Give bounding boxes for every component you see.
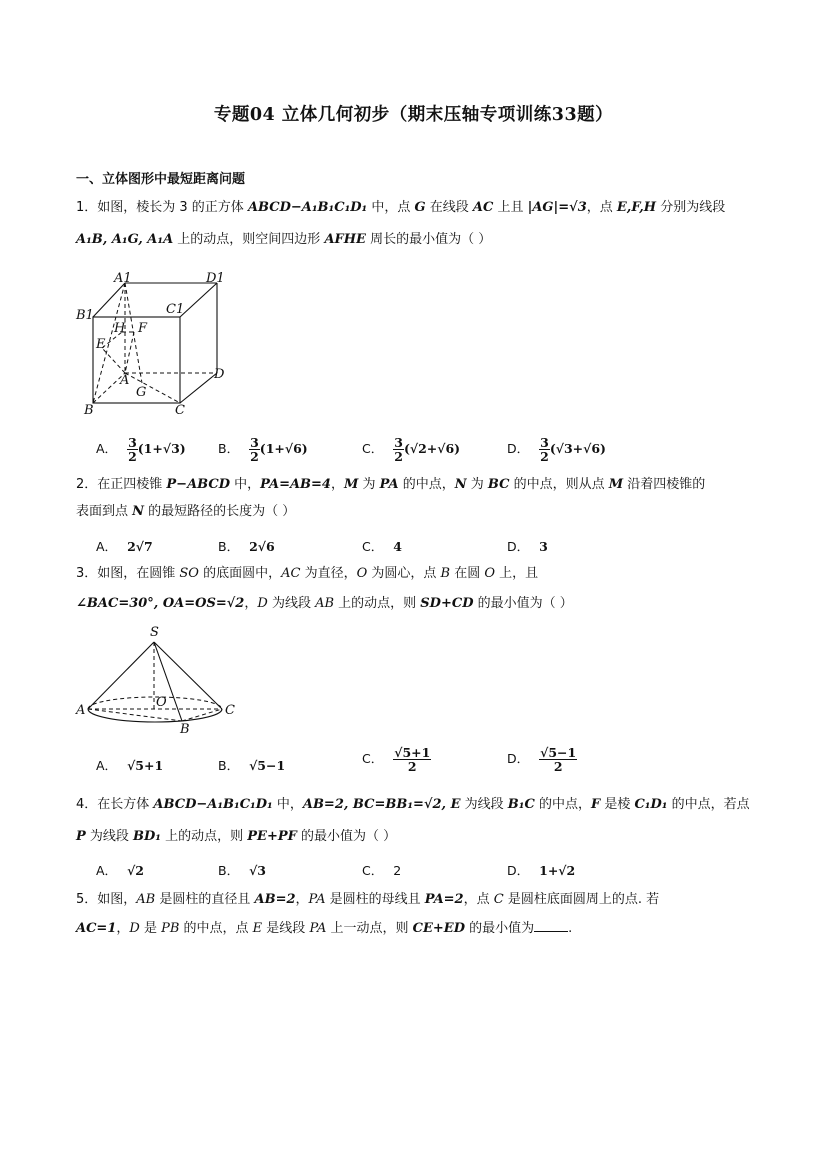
text: 为线段: [267, 596, 316, 611]
text: .: [568, 921, 573, 936]
text: 5．如图，: [76, 892, 137, 907]
math: ABCD−A₁B₁C₁D₁: [247, 200, 368, 215]
math: AFHE: [324, 232, 366, 247]
text: 为: [358, 477, 380, 492]
numerator: 3: [540, 435, 549, 450]
math: AC=1: [76, 921, 117, 936]
math: PA=AB=4: [260, 477, 331, 492]
q3-option-b[interactable]: [218, 756, 285, 774]
math: PA: [308, 892, 326, 907]
math: P−ABCD: [166, 477, 231, 492]
label-b: B: [84, 403, 94, 418]
option-expr: 2√7: [127, 539, 153, 554]
cube-figure: [72, 266, 232, 421]
math: AB: [315, 596, 335, 611]
label-a: A: [76, 703, 86, 718]
q3-option-a[interactable]: [96, 756, 163, 774]
text: 上，且: [495, 566, 539, 581]
math: C: [493, 892, 504, 907]
text: 2．在正四棱锥: [76, 477, 167, 492]
question-5-line-1: [76, 891, 659, 909]
option-expr: √2: [127, 863, 144, 878]
label-a: A: [120, 373, 130, 388]
cone-figure: [72, 620, 247, 740]
math: N: [132, 504, 145, 519]
math: PA=2: [424, 892, 464, 907]
label-b: B: [180, 722, 190, 737]
q4-option-a[interactable]: [96, 861, 144, 879]
text: 的中点，则从点: [509, 477, 609, 492]
question-1-line-2: [76, 231, 491, 249]
fraction: [393, 746, 431, 773]
option-expr: √5−1: [249, 758, 286, 773]
option-expr: (√2+√6): [403, 441, 461, 456]
label-e: E: [96, 337, 106, 352]
text: 4．在长方体: [76, 797, 154, 812]
text: 上的动点，则空间四边形: [173, 232, 325, 247]
text: 上一动点，则: [326, 921, 413, 936]
denominator: 2: [553, 759, 563, 774]
text: ，点: [586, 200, 617, 215]
math: SD+CD: [420, 596, 474, 611]
text: 表面到点: [76, 504, 133, 519]
option-label: B．: [218, 758, 240, 773]
option-label: B．: [218, 863, 240, 878]
math: C₁D₁: [634, 797, 668, 812]
numerator: √5+1: [394, 745, 431, 760]
math: B₁C: [507, 797, 535, 812]
text: 为: [466, 477, 488, 492]
text: 是线段: [262, 921, 310, 936]
section-heading: 一、立体图形中最短距离问题: [76, 172, 246, 187]
q1-option-d[interactable]: [507, 436, 606, 463]
question-2-line-1: [76, 476, 705, 494]
option-expr: √5+1: [127, 758, 164, 773]
label-s: S: [150, 625, 159, 640]
option-label: C．: [362, 539, 384, 554]
option-label: C．: [362, 751, 384, 766]
text: 的中点，: [534, 797, 591, 812]
q3-option-c[interactable]: [362, 746, 431, 773]
numerator: 3: [394, 435, 403, 450]
math: O: [484, 566, 496, 581]
option-label: B．: [218, 539, 240, 554]
denominator: 2: [250, 449, 259, 464]
text: 在线段: [425, 200, 473, 215]
numerator: 3: [128, 435, 137, 450]
option-expr: (√3+√6): [549, 441, 606, 456]
option-expr: 2√6: [249, 539, 275, 554]
math: PA: [309, 921, 327, 936]
question-3-line-1: [76, 565, 538, 583]
question-4-line-2: [76, 828, 396, 846]
text: 的最小值为（ ）: [473, 596, 573, 611]
option-expr: 4: [393, 539, 402, 554]
option-expr: 3: [539, 539, 548, 554]
denominator: 2: [394, 449, 403, 464]
page-title: 专题04 立体几何初步（期末压轴专项训练33题）: [213, 105, 614, 125]
option-label: A．: [96, 863, 118, 878]
text: 上且: [493, 200, 528, 215]
text: 中，: [272, 797, 303, 812]
option-label: C．: [362, 441, 384, 456]
math: P: [76, 829, 86, 844]
question-4-line-1: [76, 796, 750, 814]
text: 是棱: [600, 797, 635, 812]
q2-option-c[interactable]: [362, 537, 402, 555]
answer-blank[interactable]: [534, 919, 568, 932]
fraction: [393, 436, 404, 463]
text: 中，点: [367, 200, 415, 215]
text: ，: [330, 477, 344, 492]
question-5-line-2: [76, 919, 572, 938]
option-expr: √3: [249, 863, 266, 878]
text: 在圆: [450, 566, 485, 581]
text: 是: [139, 921, 162, 936]
math: AB=2: [254, 892, 296, 907]
math: E,F,H: [616, 200, 657, 215]
option-label: A．: [96, 441, 118, 456]
text: 中，: [230, 477, 261, 492]
question-2-line-2: [76, 503, 295, 521]
math: PA: [379, 477, 399, 492]
denominator: 2: [407, 759, 417, 774]
numerator: 3: [250, 435, 259, 450]
text: ，: [295, 892, 309, 907]
q2-option-b[interactable]: [218, 537, 275, 555]
math: M: [344, 477, 359, 492]
math: PE+PF: [247, 829, 297, 844]
label-d1: D1: [206, 271, 225, 286]
math: M: [608, 477, 624, 492]
label-c: C: [175, 403, 185, 418]
option-expr: 2: [393, 863, 402, 878]
fraction: [249, 436, 260, 463]
text: ，点: [463, 892, 494, 907]
math: O: [356, 566, 368, 581]
text: 为圆心，点: [367, 566, 441, 581]
question-1-line-1: [76, 199, 725, 217]
text: 的最小值为: [465, 921, 535, 936]
text: 1．如图，棱长为 3 的正方体: [76, 200, 248, 215]
option-label: B．: [218, 441, 240, 456]
label-o: O: [156, 695, 167, 710]
text: 是圆柱的直径且: [155, 892, 255, 907]
text: 的底面圆中，: [198, 566, 282, 581]
math: A₁B, A₁G, A₁A: [76, 232, 174, 247]
q4-option-b[interactable]: [218, 861, 266, 879]
text: 3．如图，在圆锥: [76, 566, 180, 581]
math: |AG|=√3: [527, 200, 587, 215]
option-label: D．: [507, 863, 530, 878]
text: 为线段: [85, 829, 134, 844]
text: 上的动点，则: [161, 829, 248, 844]
text: 分别为线段: [656, 200, 726, 215]
text: 周长的最小值为（ ）: [365, 232, 492, 247]
math: BC: [487, 477, 510, 492]
math: G: [414, 200, 426, 215]
question-3-line-2: [76, 595, 573, 613]
label-h: H: [114, 321, 126, 336]
option-label: A．: [96, 539, 118, 554]
math: ABCD−A₁B₁C₁D₁: [153, 797, 273, 812]
text: 沿着四棱锥的: [623, 477, 706, 492]
q3-option-d[interactable]: [507, 746, 577, 773]
math: AB=2, BC=BB₁=√2, E: [302, 797, 461, 812]
label-c: C: [225, 703, 235, 718]
fraction: [539, 436, 550, 463]
text: ，: [116, 921, 130, 936]
text: ，: [244, 596, 258, 611]
option-label: D．: [507, 539, 530, 554]
denominator: 2: [540, 449, 549, 464]
text: 为线段: [460, 797, 508, 812]
label-g: G: [136, 385, 147, 400]
label-f: F: [138, 321, 148, 336]
math: BD₁: [133, 829, 162, 844]
numerator: √5−1: [540, 745, 577, 760]
math: AC: [472, 200, 494, 215]
q1-option-c[interactable]: [362, 436, 460, 463]
text: 的中点，: [398, 477, 455, 492]
math: N: [454, 477, 467, 492]
q4-option-d[interactable]: [507, 861, 575, 879]
denominator: 2: [128, 449, 137, 464]
option-expr: 1+√2: [539, 863, 576, 878]
math: B: [440, 566, 451, 581]
math: PB: [161, 921, 180, 936]
text: 的中点，若点: [667, 797, 750, 812]
math: SO: [179, 566, 199, 581]
fraction: [539, 746, 577, 773]
label-d: D: [214, 367, 225, 382]
q2-option-a[interactable]: [96, 537, 153, 555]
fraction: [127, 436, 138, 463]
option-label: C．: [362, 863, 384, 878]
option-label: A．: [96, 758, 118, 773]
math: D: [257, 596, 268, 611]
math: ∠BAC=30°, OA=OS=√2: [76, 596, 245, 611]
option-expr: (1+√6): [259, 441, 308, 456]
q2-option-d[interactable]: [507, 537, 548, 555]
q4-option-c[interactable]: [362, 861, 401, 879]
text: 的中点，点: [179, 921, 253, 936]
q1-option-a[interactable]: [96, 436, 186, 463]
option-label: D．: [507, 751, 530, 766]
text: 为直径，: [300, 566, 357, 581]
text: 是圆柱底面圆周上的点. 若: [503, 892, 660, 907]
q1-option-b[interactable]: [218, 436, 308, 463]
text: 的最小值为（ ）: [296, 829, 397, 844]
math: AB: [136, 892, 156, 907]
text: 的最短路径的长度为（ ）: [144, 504, 296, 519]
text: 上的动点，则: [334, 596, 421, 611]
math: F: [590, 797, 601, 812]
math: AC: [281, 566, 301, 581]
option-label: D．: [507, 441, 530, 456]
math: CE+ED: [412, 921, 465, 936]
label-c1: C1: [166, 302, 185, 317]
math: D: [129, 921, 140, 936]
label-a1: A1: [114, 271, 132, 286]
option-expr: (1+√3): [137, 441, 186, 456]
math: E: [252, 921, 263, 936]
label-b1: B1: [76, 308, 94, 323]
text: 是圆柱的母线且: [325, 892, 425, 907]
